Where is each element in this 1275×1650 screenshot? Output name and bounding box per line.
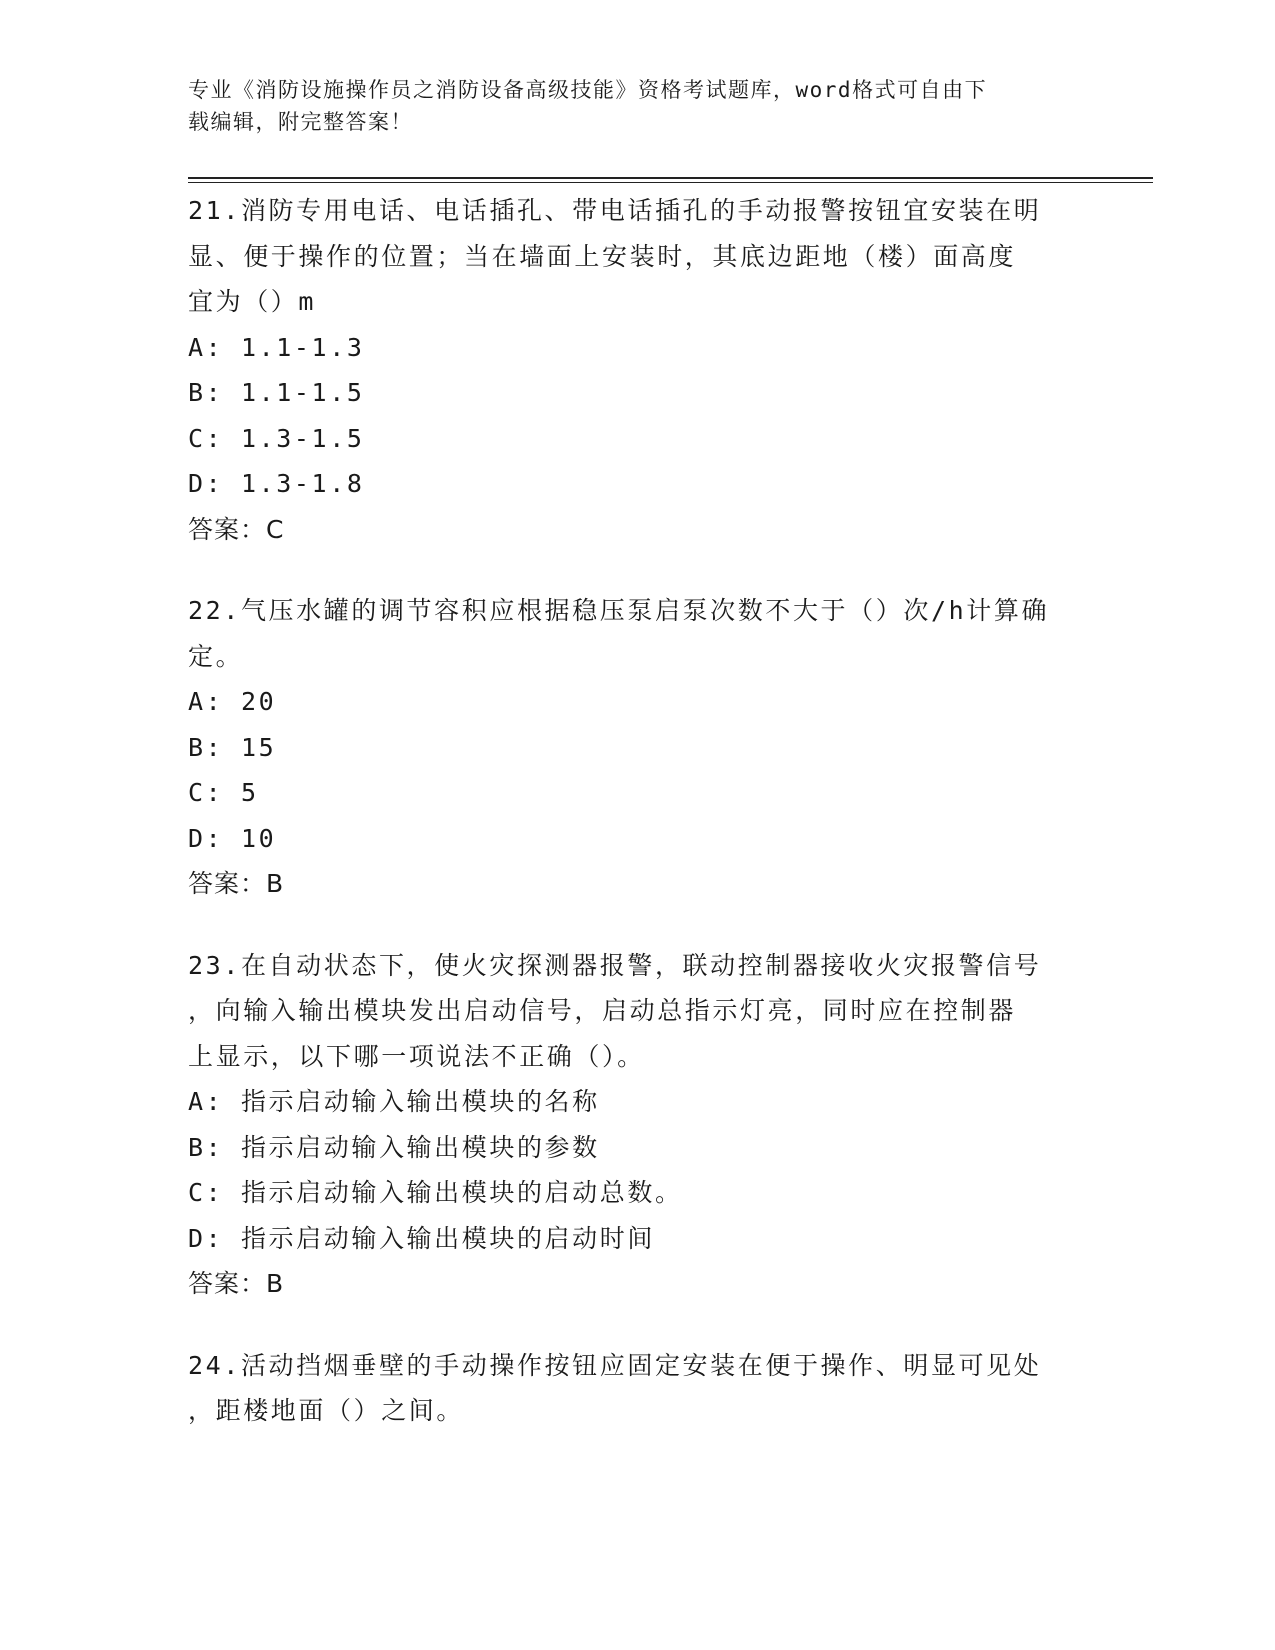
option-b: B: 指示启动输入输出模块的参数 <box>188 1132 600 1162</box>
option-c: C: 5 <box>188 778 259 807</box>
question-stem <box>188 943 1088 1080</box>
stem-line: 23.在自动状态下，使火灾探测器报警，联动控制器接收火灾报警信号 <box>188 950 1042 980</box>
header-line-2: 载编辑，附完整答案！ <box>188 110 413 134</box>
option-d: D: 10 <box>188 823 277 853</box>
question-stem <box>188 588 1088 679</box>
question-23 <box>188 943 1088 1307</box>
stem-line: 24.活动挡烟垂壁的手动操作按钮应固定安装在便于操作、明显可见处 <box>188 1350 1042 1380</box>
stem-line: ，向输入输出模块发出启动信号，启动总指示灯亮，同时应在控制器 <box>188 996 1017 1025</box>
document-header <box>188 74 1078 138</box>
option-b: B: 1.1-1.5 <box>188 378 365 407</box>
question-22 <box>188 588 1088 907</box>
header-rule-thin <box>188 182 1153 183</box>
option-a: A: 20 <box>188 687 277 716</box>
stem-line: 显、便于操作的位置；当在墙面上安装时，其底边距地（楼）面高度 <box>188 241 1017 271</box>
option-a: A: 指示启动输入输出模块的名称 <box>188 1087 600 1116</box>
stem-line: ，距楼地面（）之间。 <box>188 1396 465 1425</box>
option-d: D: 指示启动输入输出模块的启动时间 <box>188 1223 655 1253</box>
option-c: C: 1.3-1.5 <box>188 423 365 453</box>
stem-line: 21.消防专用电话、电话插孔、带电话插孔的手动报警按钮宜安装在明 <box>188 196 1042 225</box>
answer-label: 答案：B <box>188 869 285 898</box>
option-d: D: 1.3-1.8 <box>188 469 365 498</box>
question-21 <box>188 188 1088 552</box>
question-stem <box>188 188 1088 325</box>
option-a: A: 1.1-1.3 <box>188 332 365 362</box>
question-stem <box>188 1343 1088 1434</box>
header-line-1: 专业《消防设施操作员之消防设备高级技能》资格考试题库，word格式可自由下 <box>188 78 988 102</box>
question-24 <box>188 1343 1088 1434</box>
option-b: B: 15 <box>188 732 277 762</box>
answer-label: 答案：C <box>188 514 285 544</box>
question-list <box>188 188 1088 1470</box>
stem-line: 定。 <box>188 641 244 671</box>
stem-line: 宜为（）m <box>188 287 317 316</box>
answer-label: 答案：B <box>188 1269 285 1298</box>
option-c: C: 指示启动输入输出模块的启动总数。 <box>188 1178 683 1207</box>
stem-line: 22.气压水罐的调节容积应根据稳压泵启泵次数不大于（）次/h计算确 <box>188 596 1050 625</box>
stem-line: 上显示，以下哪一项说法不正确（）。 <box>188 1041 645 1071</box>
header-rule-thick <box>188 177 1153 179</box>
